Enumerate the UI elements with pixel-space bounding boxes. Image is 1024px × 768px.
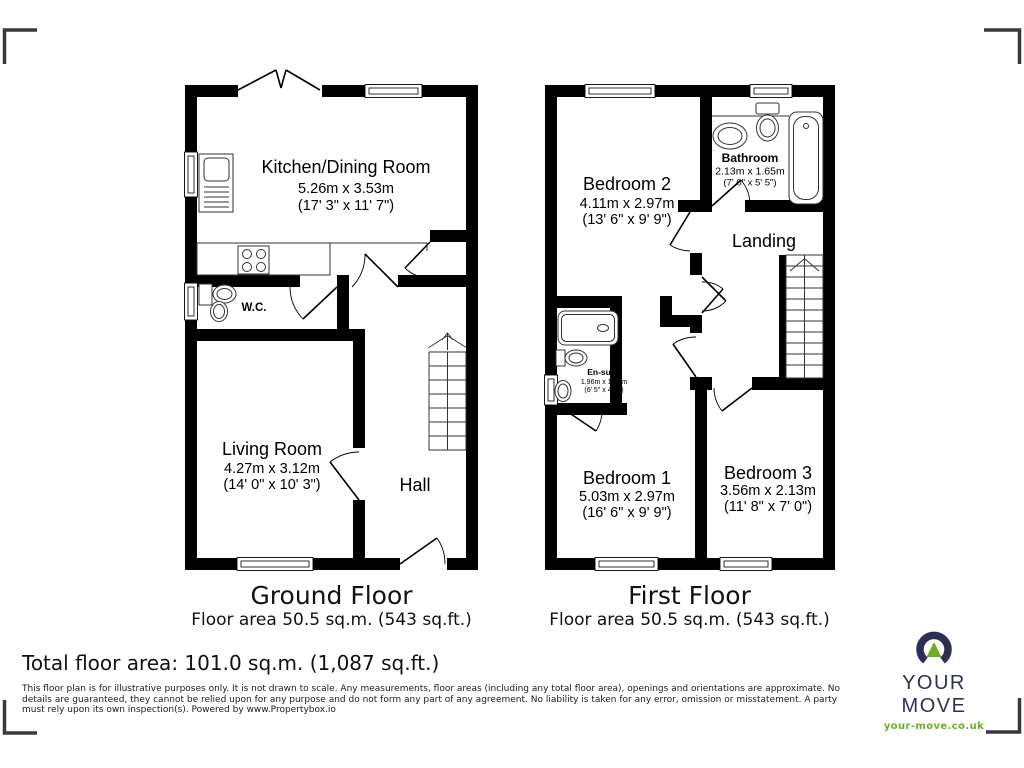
bedroom1-metric: 5.03m x 2.97m xyxy=(579,489,675,505)
kitchen-label: Kitchen/Dining Room xyxy=(261,157,431,177)
disclaimer-text: This floor plan is for illustrative purposes only. It is not drawn to scale. Any measurements, floor areas (including any total floor area), openings and orientations are approximate. No details are guaranteed, they cannot be relied upon for any purpose and do not form any part of any agreement. No liability is taken for any error, omission or misstatement. A party must rely upon its own inspection(s). Powered by www.Propertybox.io xyxy=(22,684,840,715)
bedroom2-metric: 4.11m x 2.97m xyxy=(579,196,675,212)
ground-floor-area: Floor area 50.5 sq.m. (543 sq.ft.) xyxy=(191,610,472,630)
first-floor-title: First Floor xyxy=(628,581,751,610)
ground-floor-title: Ground Floor xyxy=(250,581,413,610)
first-floor-plan xyxy=(545,85,836,571)
bedroom2-imperial: (13' 6" x 9' 9") xyxy=(582,212,672,228)
bathroom-label: Bathroom xyxy=(721,151,779,165)
living-room-imperial: (14' 0" x 10' 3") xyxy=(223,477,321,493)
shower-bath-icon xyxy=(558,311,618,345)
living-room-metric: 4.27m x 3.12m xyxy=(224,461,320,477)
your-move-logo xyxy=(868,629,1000,732)
bathroom-imperial: (7' 0" x 5' 5") xyxy=(723,177,777,189)
bedroom1-imperial: (16' 6" x 9' 9") xyxy=(582,505,672,521)
hall-label: Hall xyxy=(399,475,431,495)
ensuite-metric: 1.96m x 1.37m xyxy=(580,379,628,386)
bedroom3-label: Bedroom 3 xyxy=(723,463,813,483)
bath-icon xyxy=(789,112,823,204)
hob-icon xyxy=(238,246,269,274)
landing-label: Landing xyxy=(731,231,797,251)
first-floor-area: Floor area 50.5 sq.m. (543 sq.ft.) xyxy=(549,610,830,630)
stairs-down xyxy=(786,255,823,378)
bathroom-metric: 2.13m x 1.65m xyxy=(715,165,785,178)
total-floor-area: Total floor area: 101.0 sq.m. (1,087 sq.ft.) xyxy=(22,651,440,675)
ensuite-basin-icon xyxy=(555,381,571,402)
living-room-label: Living Room xyxy=(221,439,323,459)
logo-brand-text: YOUR MOVE xyxy=(901,672,967,717)
stairs-up xyxy=(428,333,467,450)
kitchen-sink-icon xyxy=(199,154,233,212)
kitchen-imperial: (17' 3" x 11' 7") xyxy=(297,198,395,214)
crop-corner-marks xyxy=(5,30,1020,733)
ensuite-toilet-icon xyxy=(556,350,587,366)
your-move-arch-icon xyxy=(911,629,957,671)
ground-floor-plan xyxy=(185,70,479,571)
bedroom3-imperial: (11' 8" x 7' 0") xyxy=(723,499,813,515)
bedroom2-label: Bedroom 2 xyxy=(582,174,672,194)
ensuite-label: En-suite xyxy=(587,367,621,377)
bathroom-toilet-icon xyxy=(756,103,779,141)
kitchen-metric: 5.26m x 3.53m xyxy=(298,181,394,197)
bedroom3-metric: 3.56m x 2.13m xyxy=(720,483,816,499)
bedroom1-label: Bedroom 1 xyxy=(582,468,672,488)
ground-floor-room-labels xyxy=(222,157,431,495)
wc-basin-icon xyxy=(211,302,228,322)
wc-label: W.C. xyxy=(241,302,267,314)
bathroom-sink-icon xyxy=(713,123,747,149)
ensuite-imperial: (6' 5" x 4' 6") xyxy=(584,387,624,394)
kitchen-counter xyxy=(197,243,427,275)
logo-website-text: your-move.co.uk xyxy=(883,721,985,732)
